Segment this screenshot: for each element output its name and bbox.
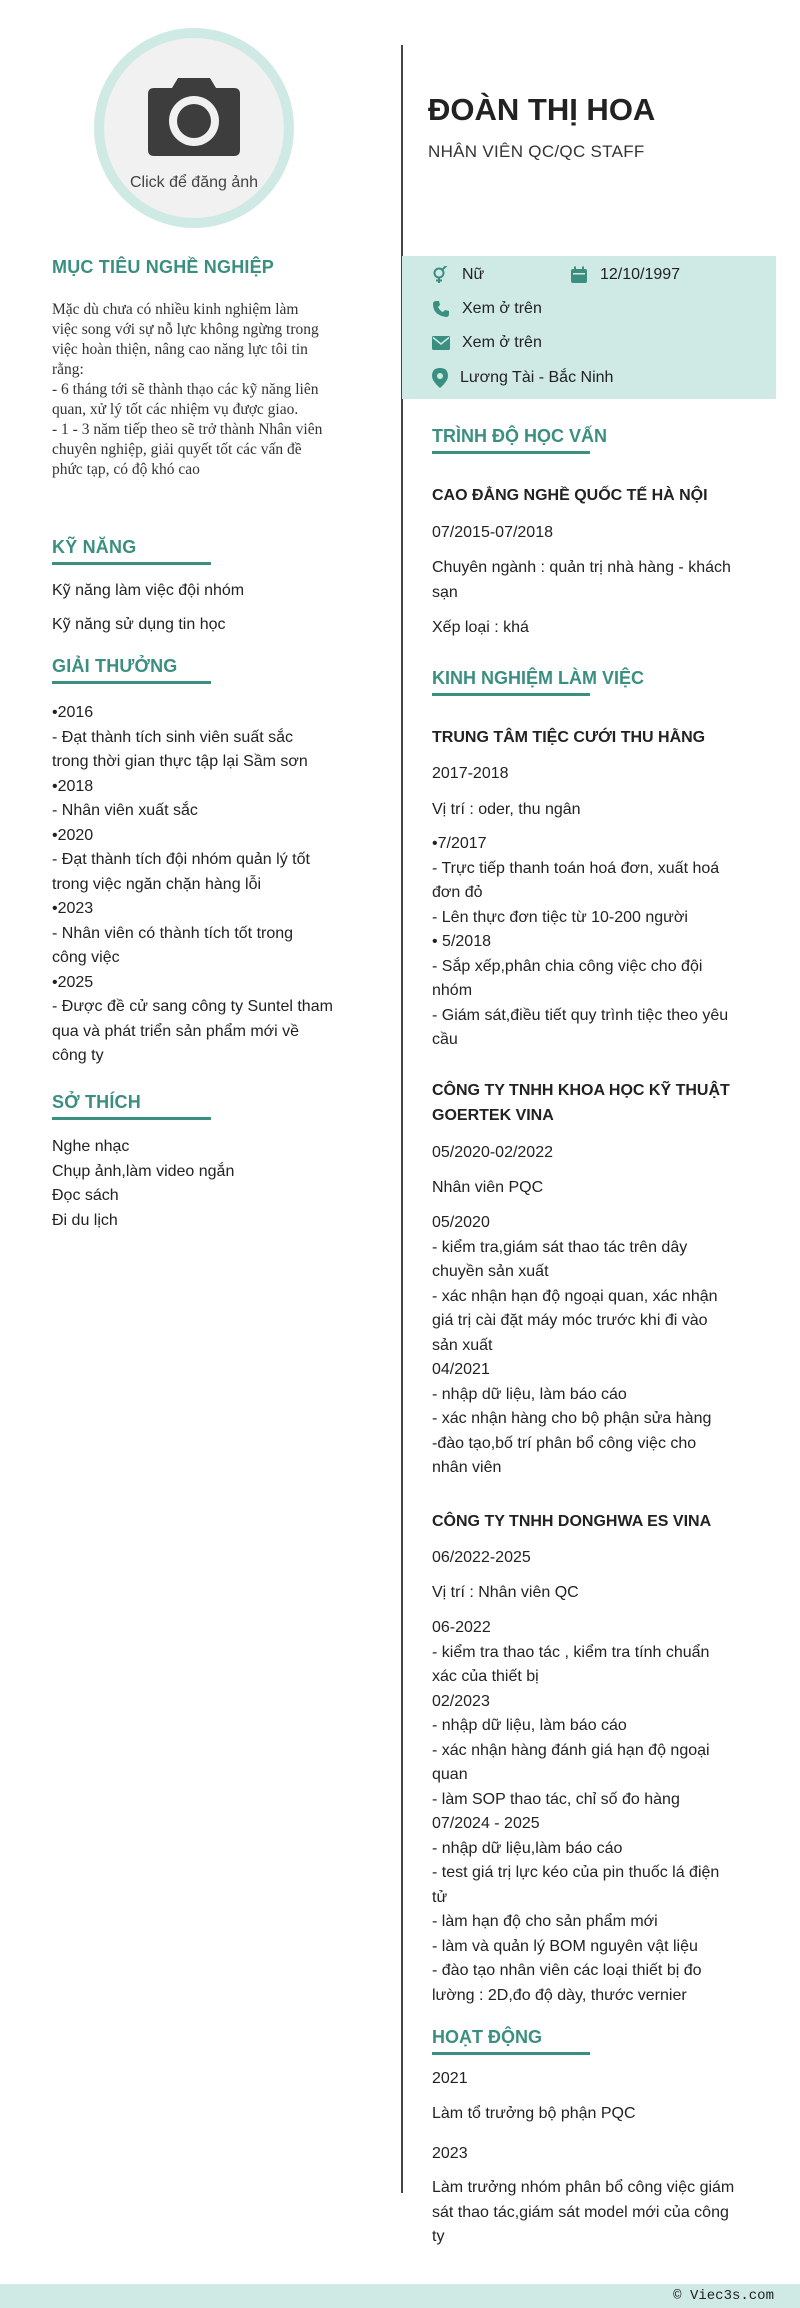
phone-icon (432, 300, 450, 318)
skills-title: KỸ NĂNG (52, 537, 137, 557)
job-position: Vị trí : Nhân viên QC (432, 1584, 579, 1601)
job-position: Nhân viên PQC (432, 1179, 544, 1196)
objective-title: MỤC TIÊU NGHỀ NGHIỆP (52, 257, 275, 277)
experience-title: KINH NGHIỆM LÀM VIỆC (432, 668, 645, 688)
education-grade: Xếp loại : khá (432, 619, 529, 636)
objective-text: Mặc dù chưa có nhiều kinh nghiệm làm việc song với sự nỗ lực không ngừng trong việc hoàn thiện, nâng cao năng lực tôi tin rằng: - 6 tháng tới sẽ thành thạo các kỹ năng liên quan, xử lý tốt các nhiệm vụ được giao. - 1 - 3 năm tiếp theo sẽ trở thành Nhân viên chuyên nghiệp, giải quyết tốt các vấn đề phức tạp, có độ khó cao (52, 301, 323, 478)
avatar-caption[interactable]: Click để đăng ảnh (129, 174, 259, 191)
job-company: TRUNG TÂM TIỆC CƯỚI THU HẰNG (432, 729, 706, 746)
skill-item: Kỹ năng sử dụng tin học (52, 616, 226, 633)
hobbies-title: SỞ THÍCH (52, 1092, 141, 1112)
email-value: Xem ở trên (462, 334, 542, 351)
hobbies-list: Nghe nhạc Chụp ảnh,làm video ngắn Đọc sách Đi du lịch (52, 1138, 235, 1229)
address-value: Lương Tài - Bắc Ninh (460, 369, 614, 386)
job-position: Vị trí : oder, thu ngân (432, 801, 581, 818)
calendar-icon (570, 266, 588, 284)
school-name: CAO ĐẲNG NGHỀ QUỐC TẾ HÀ NỘI (432, 487, 708, 504)
education-underline (432, 451, 590, 454)
job-period: 06/2022-2025 (432, 1549, 531, 1566)
email-icon (432, 336, 450, 350)
job-details: 06-2022 - kiểm tra thao tác , kiểm tra tính chuẩn xác của thiết bị 02/2023 - nhập dữ liệu, làm báo cáo - xác nhận hàng đánh giá hạn độ ngoại quan - làm SOP thao tác, chỉ số đo hàng 07/2024 - 2025 - nhập dữ liệu,làm báo cáo - test giá trị lực kéo của pin thuốc lá điện tử - làm hạn độ cho sản phẩm mới - làm và quản lý BOM nguyên vật liệu - đào tạo nhân viên các loại thiết bị đo lường : 2D,đo độ dày, thước vernier (432, 1619, 720, 2004)
activities-underline (432, 2052, 590, 2055)
phone-row (432, 300, 542, 318)
gender-icon (432, 266, 450, 284)
awards-underline (52, 681, 211, 684)
job-period: 05/2020-02/2022 (432, 1144, 553, 1161)
address-row (432, 368, 613, 388)
awards-list: •2016 - Đạt thành tích sinh viên suất sắc trong thời gian thực tập lại Sầm sơn •2018 - Nhân viên xuất sắc •2020 - Đạt thành tích đội nhóm quản lý tốt trong việc ngăn chặn hàng lỗi •2023 - Nhân viên có thành tích tốt trong công việc •2025 - Được đề cử sang công ty Suntel tham qua và phát triển sản phẩm mới về công ty (52, 704, 333, 1064)
activity-year: 2021 (432, 2070, 468, 2087)
activity-desc: Làm trưởng nhóm phân bổ công việc giám sát thao tác,giám sát model mới của công ty (432, 2179, 735, 2245)
activity-year: 2023 (432, 2145, 468, 2162)
camera-icon (148, 74, 240, 156)
hobbies-underline (52, 1117, 211, 1120)
avatar[interactable] (94, 28, 294, 228)
job-company: CÔNG TY TNHH KHOA HỌC KỸ THUẬT GOERTEK VINA (432, 1082, 730, 1124)
location-pin-icon (432, 368, 448, 388)
activities-title: HOẠT ĐỘNG (432, 2027, 542, 2047)
job-details: •7/2017 - Trực tiếp thanh toán hoá đơn, xuất hoá đơn đỏ - Lên thực đơn tiệc từ 10-200 người • 5/2018 - Sắp xếp,phân chia công việc cho đội nhóm - Giám sát,điều tiết quy trình tiệc theo yêu cầu (432, 835, 729, 1048)
footer-bar (0, 2284, 800, 2308)
phone-value: Xem ở trên (462, 300, 542, 317)
candidate-role: NHÂN VIÊN QC/QC STAFF (428, 142, 645, 161)
job-company: CÔNG TY TNHH DONGHWA ES VINA (432, 1513, 712, 1530)
skills-underline (52, 562, 211, 565)
experience-underline (432, 693, 590, 696)
job-details: 05/2020 - kiểm tra,giám sát thao tác trên dây chuyền sản xuất - xác nhận hạn độ ngoại quan, xác nhận giá trị cài đặt máy móc trước khi đi vào sản xuất 04/2021 - nhập dữ liệu, làm báo cáo - xác nhận hàng cho bộ phận sửa hàng -đào tạo,bố trí phân bổ công việc cho nhân viên (432, 1214, 718, 1476)
job-period: 2017-2018 (432, 765, 509, 782)
contact-panel (402, 256, 776, 399)
education-title: TRÌNH ĐỘ HỌC VẤN (432, 426, 607, 446)
activity-desc: Làm tổ trưởng bộ phận PQC (432, 2105, 636, 2122)
footer-credit[interactable]: © Viec3s.com (673, 2288, 774, 2304)
dob-value: 12/10/1997 (600, 266, 681, 283)
awards-title: GIẢI THƯỞNG (52, 656, 178, 676)
education-period: 07/2015-07/2018 (432, 524, 553, 541)
gender-value: Nữ (462, 266, 485, 283)
candidate-name: ĐOÀN THỊ HOA (428, 92, 656, 127)
avatar-upload-area[interactable] (104, 38, 284, 218)
dob-row (570, 266, 680, 284)
gender-row (432, 266, 484, 284)
email-row (432, 334, 542, 352)
education-major: Chuyên ngành : quản trị nhà hàng - khách sạn (432, 559, 731, 601)
skill-item: Kỹ năng làm việc đội nhóm (52, 582, 245, 599)
